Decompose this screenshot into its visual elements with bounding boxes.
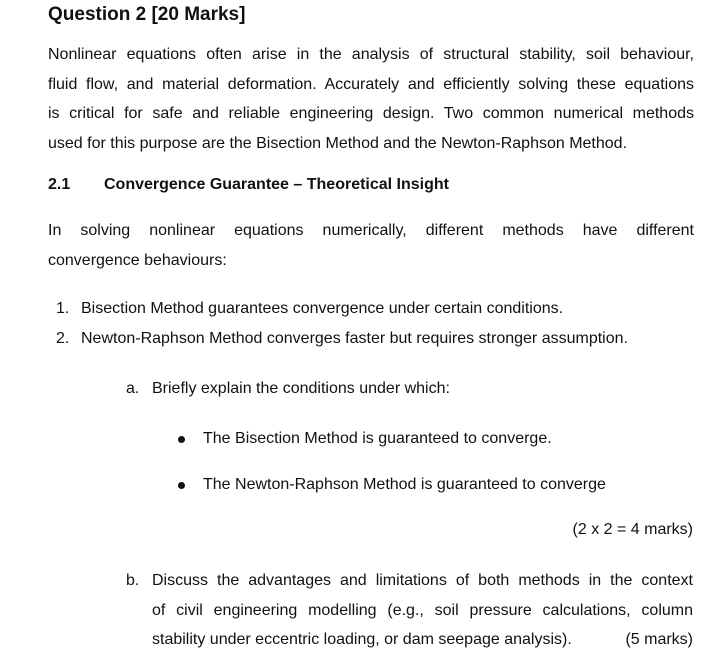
list-item-text: Newton-Raphson Method converges faster but requires stronger assumption. bbox=[81, 330, 628, 347]
part-b-label: b. bbox=[126, 572, 140, 589]
part-b-line: Discuss the advantages and limitations of both methods in the context bbox=[152, 572, 693, 589]
part-b-line: stability under eccentric loading, or dam seepage analysis). bbox=[152, 631, 572, 648]
bullet-text: The Newton-Raphson Method is guaranteed to converge bbox=[203, 476, 606, 493]
question-title: Question 2 [20 Marks] bbox=[48, 4, 246, 25]
bullet-icon bbox=[178, 482, 185, 489]
part-a-marks: (2 x 2 = 4 marks) bbox=[572, 521, 693, 538]
section-number: 2.1 bbox=[48, 176, 71, 193]
intro-line: fluid flow, and material deformation. Accurately and efficiently solving these equations bbox=[48, 75, 694, 93]
intro-line: Nonlinear equations often arise in the analysis of structural stability, soil behaviour, bbox=[48, 46, 694, 63]
part-b-paragraph bbox=[152, 566, 693, 655]
bullet-text: The Bisection Method is guaranteed to converge. bbox=[203, 430, 552, 447]
intro-paragraph bbox=[48, 40, 694, 158]
lead-line: In solving nonlinear equations numerically, different methods have different bbox=[48, 222, 694, 239]
lead-paragraph bbox=[48, 216, 694, 275]
part-a-label: a. bbox=[126, 380, 140, 397]
bullet-icon bbox=[178, 436, 185, 443]
part-a-text: Briefly explain the conditions under which: bbox=[152, 380, 450, 397]
part-b-marks: (5 marks) bbox=[625, 631, 693, 648]
part-b-last-line bbox=[152, 625, 693, 655]
intro-line: is critical for safe and reliable engineering design. Two common numerical methods bbox=[48, 105, 694, 122]
list-item-label: 1. bbox=[56, 300, 70, 317]
intro-line: used for this purpose are the Bisection Method and the Newton-Raphson Method. bbox=[48, 134, 628, 152]
section-title: Convergence Guarantee – Theoretical Insight bbox=[104, 176, 449, 193]
list-item-label: 2. bbox=[56, 330, 70, 347]
part-b-line: of civil engineering modelling (e.g., soil pressure calculations, column bbox=[152, 601, 693, 619]
list-item-text: Bisection Method guarantees convergence under certain conditions. bbox=[81, 300, 564, 317]
lead-line: convergence behaviours: bbox=[48, 251, 227, 269]
